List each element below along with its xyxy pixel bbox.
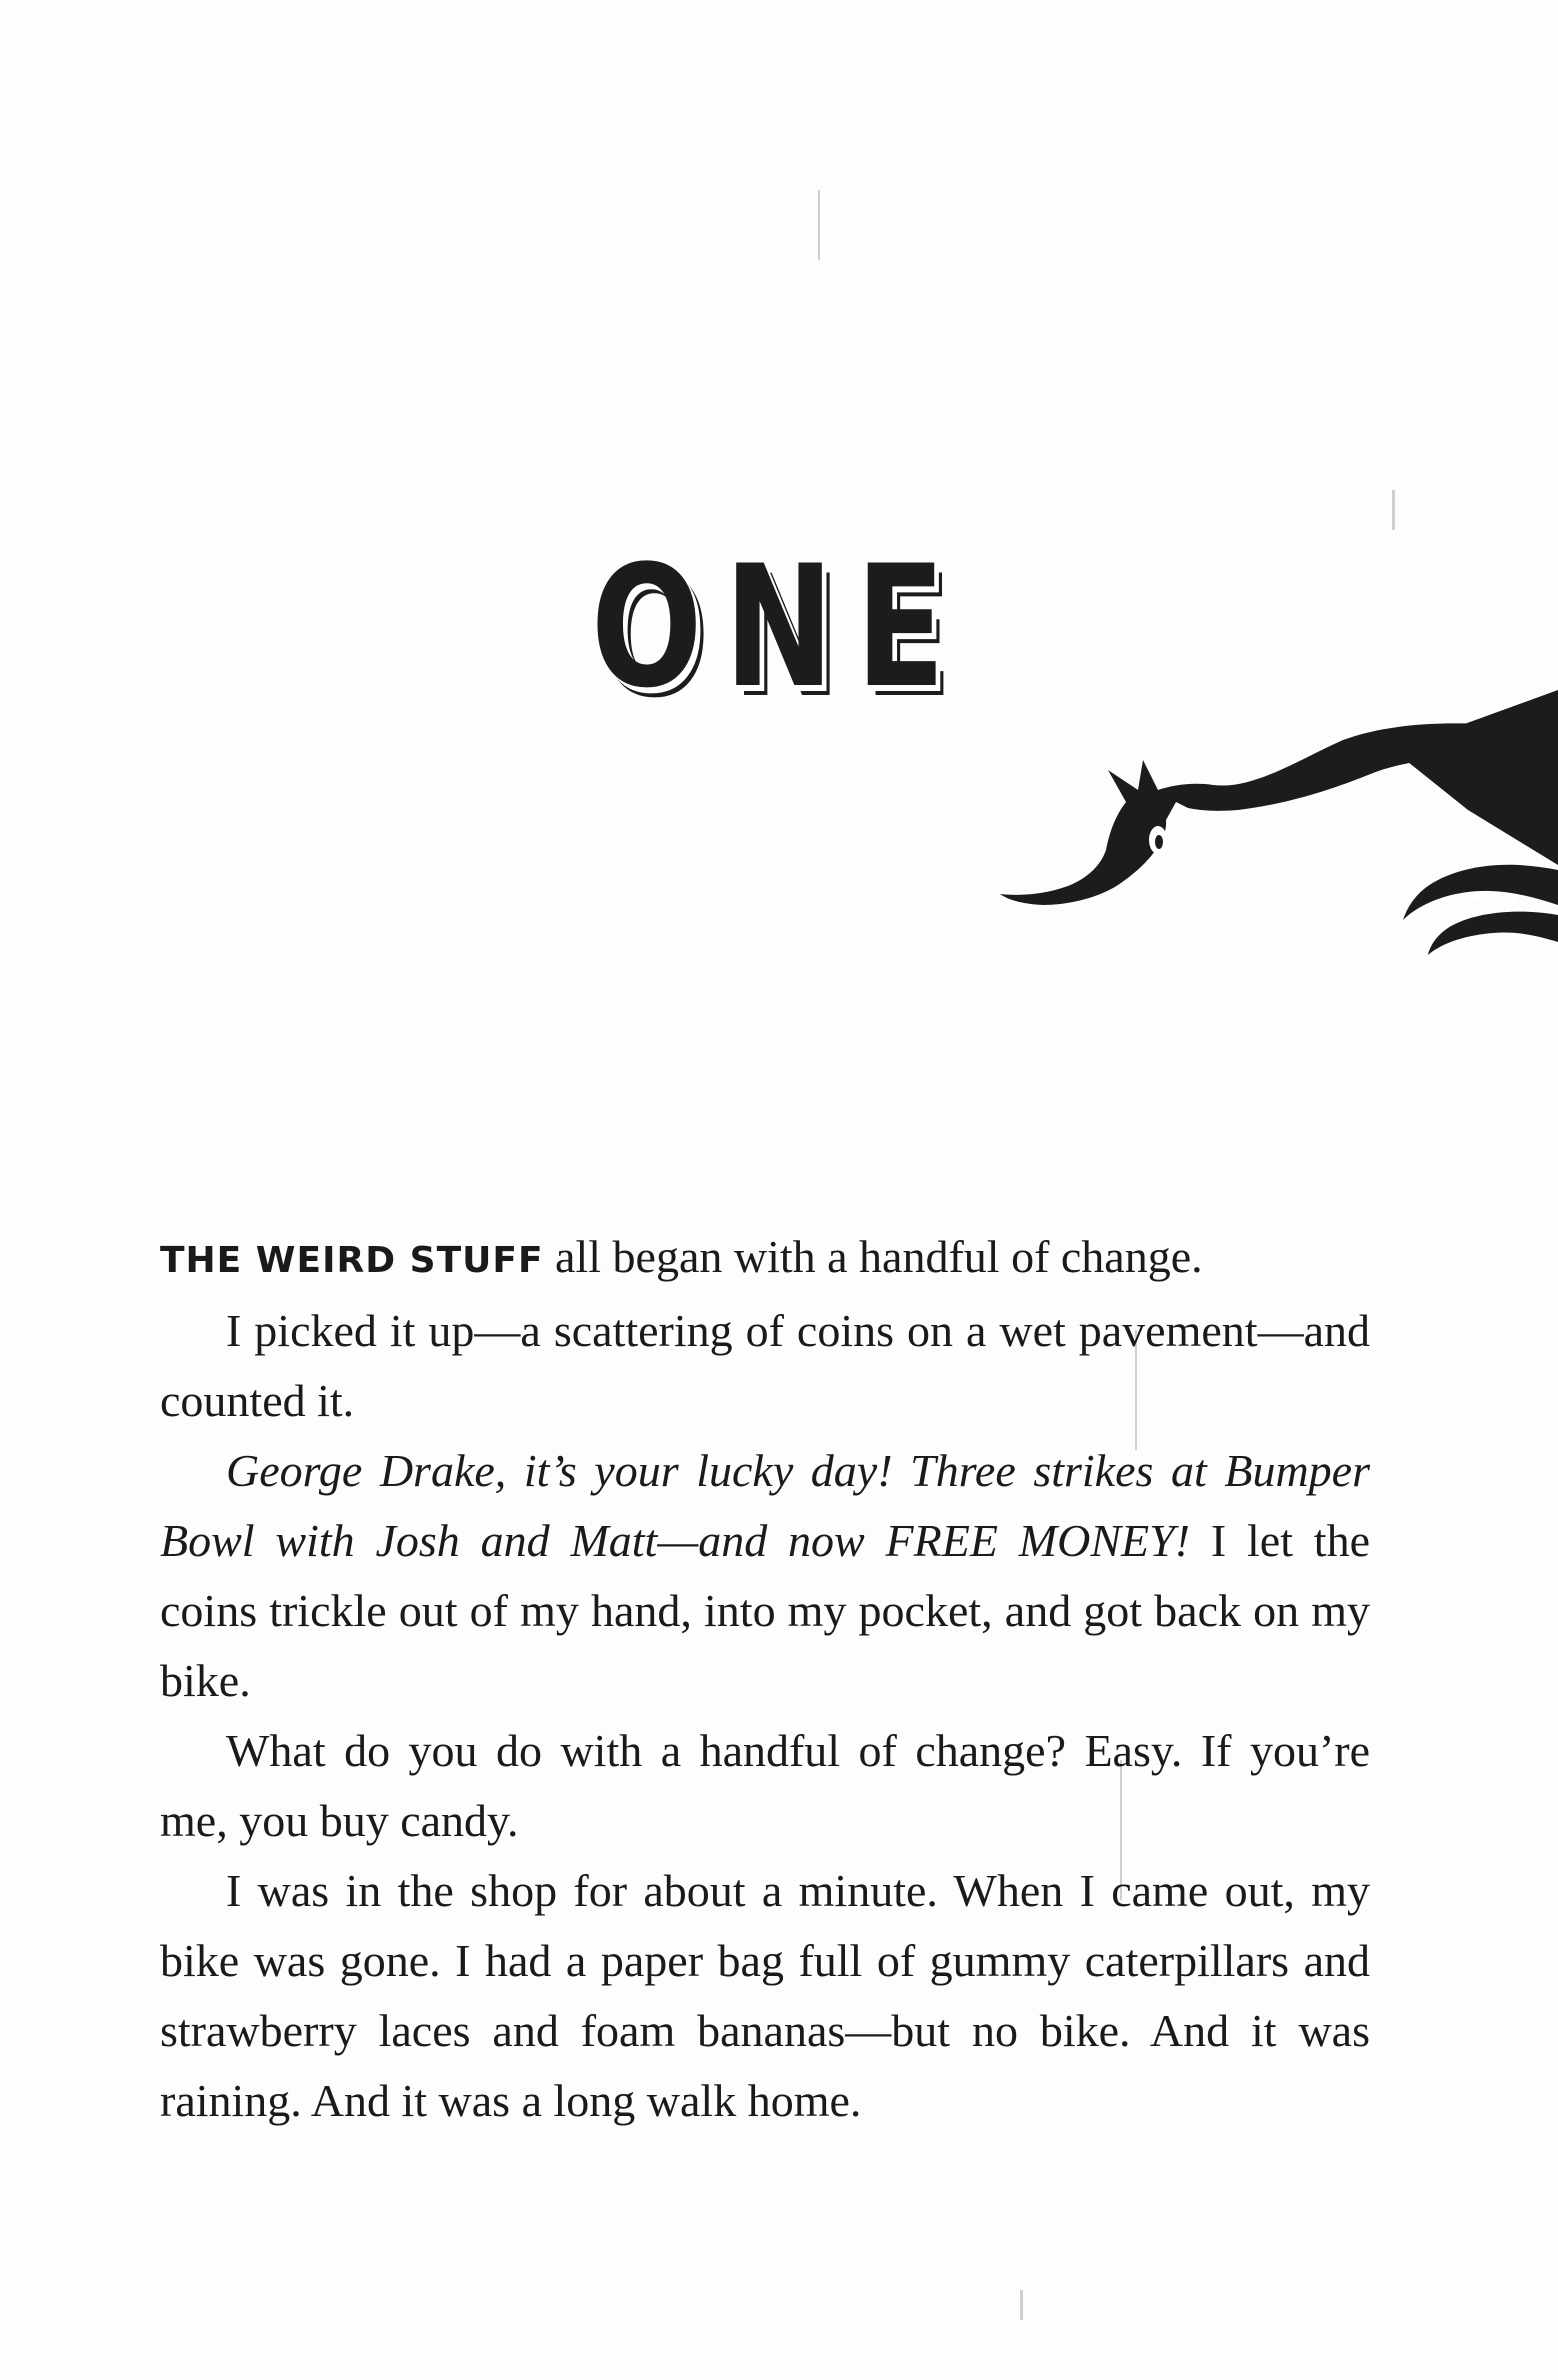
paragraph-text: I picked it up—a scattering of coins on a wet pavement—and counted it.: [160, 1305, 1370, 1426]
paragraph-text: I was in the shop for about a minute. When I came out, my bike was gone. I had a paper bag full of gummy caterpillars and strawberry laces and foam bananas—but no bike. And it was raining. And it was a long walk home.: [160, 1865, 1370, 2126]
scan-artifact: [1392, 490, 1395, 530]
paragraph-text: What do you do with a handful of change? Easy. If you’re me, you buy candy.: [160, 1725, 1370, 1846]
paragraph: [160, 1436, 1370, 1716]
italic-thought: George Drake, it’s your lucky day! Three strikes at Bumper Bowl with Josh and Matt—and now FREE MONEY!: [160, 1445, 1370, 1566]
paragraph: [160, 1296, 1370, 1436]
scan-artifact: [818, 190, 820, 260]
paragraph: [160, 1716, 1370, 1856]
paragraph: [160, 1222, 1370, 1296]
chapter-title: ONE: [590, 528, 968, 725]
scan-artifact: [1020, 2290, 1023, 2320]
dragon-silhouette-icon: [998, 690, 1558, 1030]
paragraph-text: all began with a handful of change.: [543, 1231, 1203, 1282]
chapter-body: [160, 1222, 1370, 2136]
paragraph: [160, 1856, 1370, 2136]
lead-in-caps: THE WEIRD STUFF: [160, 1240, 544, 1281]
paragraph-text: I let the coins trickle out of my hand, into my pocket, and got back on my bike.: [160, 1515, 1370, 1706]
